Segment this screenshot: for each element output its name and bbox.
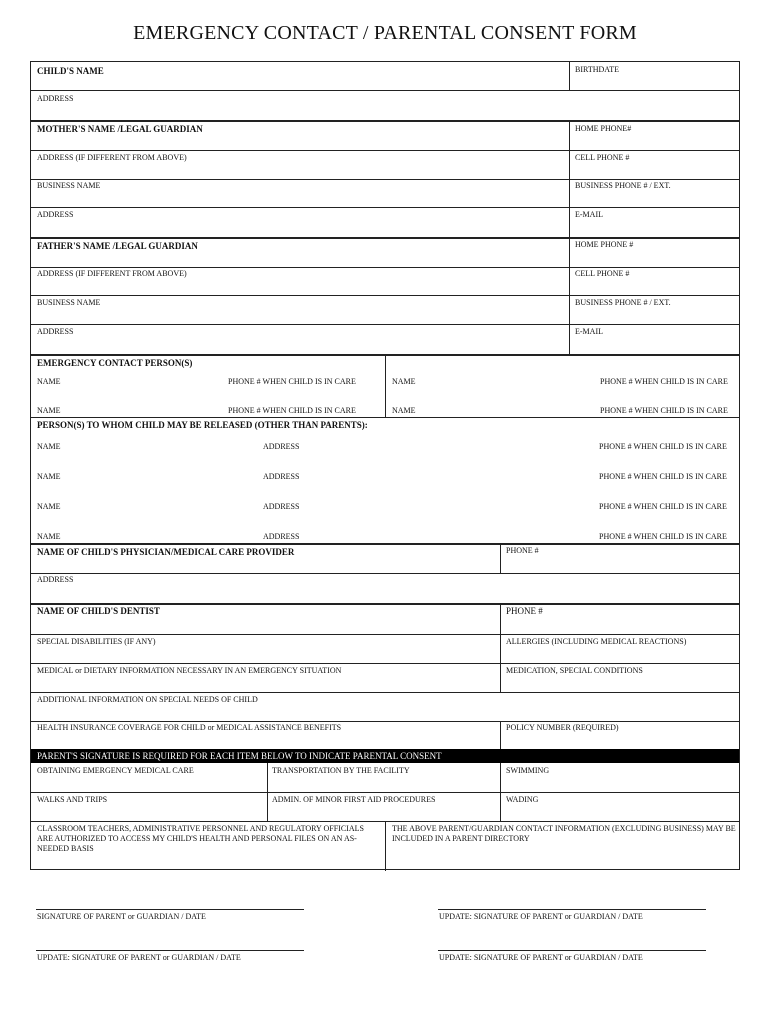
column-divider: [569, 62, 570, 90]
consent-wading: WADING: [506, 795, 539, 804]
consent-form: [30, 61, 740, 870]
father-home-phone-label: HOME PHONE #: [575, 240, 634, 249]
signature-label: SIGNATURE OF PARENT or GUARDIAN / DATE: [37, 912, 206, 921]
dietary-label: MEDICAL or DIETARY INFORMATION NECESSARY IN AN EMERGENCY SITUATION: [37, 666, 342, 675]
release-phone-label: PHONE # WHEN CHILD IS IN CARE: [599, 442, 727, 451]
release-phone-label: PHONE # WHEN CHILD IS IN CARE: [599, 532, 727, 541]
release-name-label: NAME: [37, 472, 61, 481]
page-title: EMERGENCY CONTACT / PARENTAL CONSENT FORM: [133, 22, 637, 44]
divider: [31, 120, 739, 122]
column-divider: [500, 763, 501, 821]
physician-name-label: NAME OF CHILD'S PHYSICIAN/MEDICAL CARE PROVIDER: [37, 547, 295, 557]
release-phone-label: PHONE # WHEN CHILD IS IN CARE: [599, 502, 727, 511]
dentist-phone-label: PHONE #: [506, 606, 543, 616]
emergency-name-label: NAME: [392, 377, 416, 386]
release-address-label: ADDRESS: [263, 442, 300, 451]
policy-number-label: POLICY NUMBER (REQUIRED): [506, 723, 619, 732]
divider: [31, 603, 739, 605]
column-divider: [500, 543, 501, 573]
disabilities-label: SPECIAL DISABILITIES (IF ANY): [37, 637, 156, 646]
physician-address-label: ADDRESS: [37, 575, 74, 584]
mother-business-phone-label: BUSINESS PHONE # / EXT.: [575, 181, 671, 190]
mother-business-name-label: BUSINESS NAME: [37, 181, 101, 190]
release-name-label: NAME: [37, 502, 61, 511]
consent-banner: PARENT'S SIGNATURE IS REQUIRED FOR EACH ITEM BELOW TO INDICATE PARENTAL CONSENT: [31, 749, 739, 763]
physician-phone-label: PHONE #: [506, 546, 539, 555]
signature-line[interactable]: [36, 909, 304, 910]
mother-email-label: E-MAIL: [575, 210, 603, 219]
emergency-name-label: NAME: [37, 377, 61, 386]
divider: [31, 324, 739, 325]
signature-label: UPDATE: SIGNATURE OF PARENT or GUARDIAN / DATE: [439, 912, 643, 921]
mother-home-phone-label: HOME PHONE#: [575, 124, 632, 133]
release-phone-label: PHONE # WHEN CHILD IS IN CARE: [599, 472, 727, 481]
divider: [31, 692, 739, 693]
father-email-label: E-MAIL: [575, 327, 603, 336]
signature-line[interactable]: [438, 909, 706, 910]
column-divider: [500, 603, 501, 692]
divider: [31, 663, 739, 664]
father-name-label: FATHER'S NAME /LEGAL GUARDIAN: [37, 241, 198, 251]
divider: [31, 721, 739, 722]
child-address-label: ADDRESS: [37, 94, 74, 103]
childs-name-label: CHILD'S NAME: [37, 66, 104, 76]
signature-line[interactable]: [36, 950, 304, 951]
father-address-diff-label: ADDRESS (IF DIFFERENT FROM ABOVE): [37, 269, 187, 278]
father-address-label: ADDRESS: [37, 327, 74, 336]
consent-first-aid: ADMIN. OF MINOR FIRST AID PROCEDURES: [272, 795, 436, 804]
birthdate-label: BIRTHDATE: [575, 65, 619, 74]
emergency-header: EMERGENCY CONTACT PERSON(S): [37, 358, 193, 368]
consent-walks: WALKS AND TRIPS: [37, 795, 108, 804]
divider: [31, 207, 739, 208]
emergency-name-label: NAME: [37, 406, 61, 415]
father-business-phone-label: BUSINESS PHONE # / EXT.: [575, 298, 671, 307]
insurance-label: HEALTH INSURANCE COVERAGE FOR CHILD or MEDICAL ASSISTANCE BENEFITS: [37, 723, 342, 732]
column-divider: [385, 821, 386, 871]
signature-line[interactable]: [438, 950, 706, 951]
divider: [31, 634, 739, 635]
divider: [31, 179, 739, 180]
release-name-label: NAME: [37, 532, 61, 541]
consent-transportation: TRANSPORTATION BY THE FACILITY: [272, 766, 410, 775]
signature-label: UPDATE: SIGNATURE OF PARENT or GUARDIAN / DATE: [439, 953, 643, 962]
mother-cell-phone-label: CELL PHONE #: [575, 153, 630, 162]
consent-directory: THE ABOVE PARENT/GUARDIAN CONTACT INFORMATION (EXCLUDING BUSINESS) MAY BE INCLUDED IN A PARENT DIRECTORY: [392, 824, 736, 843]
release-address-label: ADDRESS: [263, 532, 300, 541]
column-divider: [500, 721, 501, 749]
divider: [31, 573, 739, 574]
emergency-phone-label: PHONE # WHEN CHILD IS IN CARE: [228, 406, 356, 415]
divider: [31, 295, 739, 296]
consent-swimming: SWIMMING: [506, 766, 550, 775]
mother-address-diff-label: ADDRESS (IF DIFFERENT FROM ABOVE): [37, 153, 187, 162]
column-divider: [267, 763, 268, 821]
mother-address-label: ADDRESS: [37, 210, 74, 219]
release-header: PERSON(S) TO WHOM CHILD MAY BE RELEASED (OTHER THAN PARENTS):: [37, 420, 368, 430]
divider: [31, 543, 739, 545]
dentist-name-label: NAME OF CHILD'S DENTIST: [37, 606, 160, 616]
emergency-phone-label: PHONE # WHEN CHILD IS IN CARE: [228, 377, 356, 386]
divider: [31, 90, 739, 91]
consent-emergency-care: OBTAINING EMERGENCY MEDICAL CARE: [37, 766, 194, 775]
column-divider: [385, 354, 386, 417]
release-name-label: NAME: [37, 442, 61, 451]
divider: [31, 267, 739, 268]
mother-name-label: MOTHER'S NAME /LEGAL GUARDIAN: [37, 124, 203, 134]
divider: [31, 237, 739, 239]
emergency-name-label: NAME: [392, 406, 416, 415]
divider: [31, 792, 739, 793]
release-address-label: ADDRESS: [263, 502, 300, 511]
consent-file-access: CLASSROOM TEACHERS, ADMINISTRATIVE PERSONNEL AND REGULATORY OFFICIALS ARE AUTHORIZED TO ACCESS MY CHILD'S HEALTH AND PERSONAL FILES ON AN AS-NEEDED BASIS: [37, 824, 364, 853]
divider: [31, 417, 739, 418]
column-divider: [569, 120, 570, 354]
additional-info-label: ADDITIONAL INFORMATION ON SPECIAL NEEDS OF CHILD: [37, 695, 258, 704]
father-business-name-label: BUSINESS NAME: [37, 298, 101, 307]
emergency-phone-label: PHONE # WHEN CHILD IS IN CARE: [600, 406, 728, 415]
allergies-label: ALLERGIES (INCLUDING MEDICAL REACTIONS): [506, 637, 687, 646]
father-cell-phone-label: CELL PHONE #: [575, 269, 630, 278]
release-address-label: ADDRESS: [263, 472, 300, 481]
signature-label: UPDATE: SIGNATURE OF PARENT or GUARDIAN / DATE: [37, 953, 241, 962]
medication-label: MEDICATION, SPECIAL CONDITIONS: [506, 666, 643, 675]
divider: [31, 150, 739, 151]
emergency-phone-label: PHONE # WHEN CHILD IS IN CARE: [600, 377, 728, 386]
